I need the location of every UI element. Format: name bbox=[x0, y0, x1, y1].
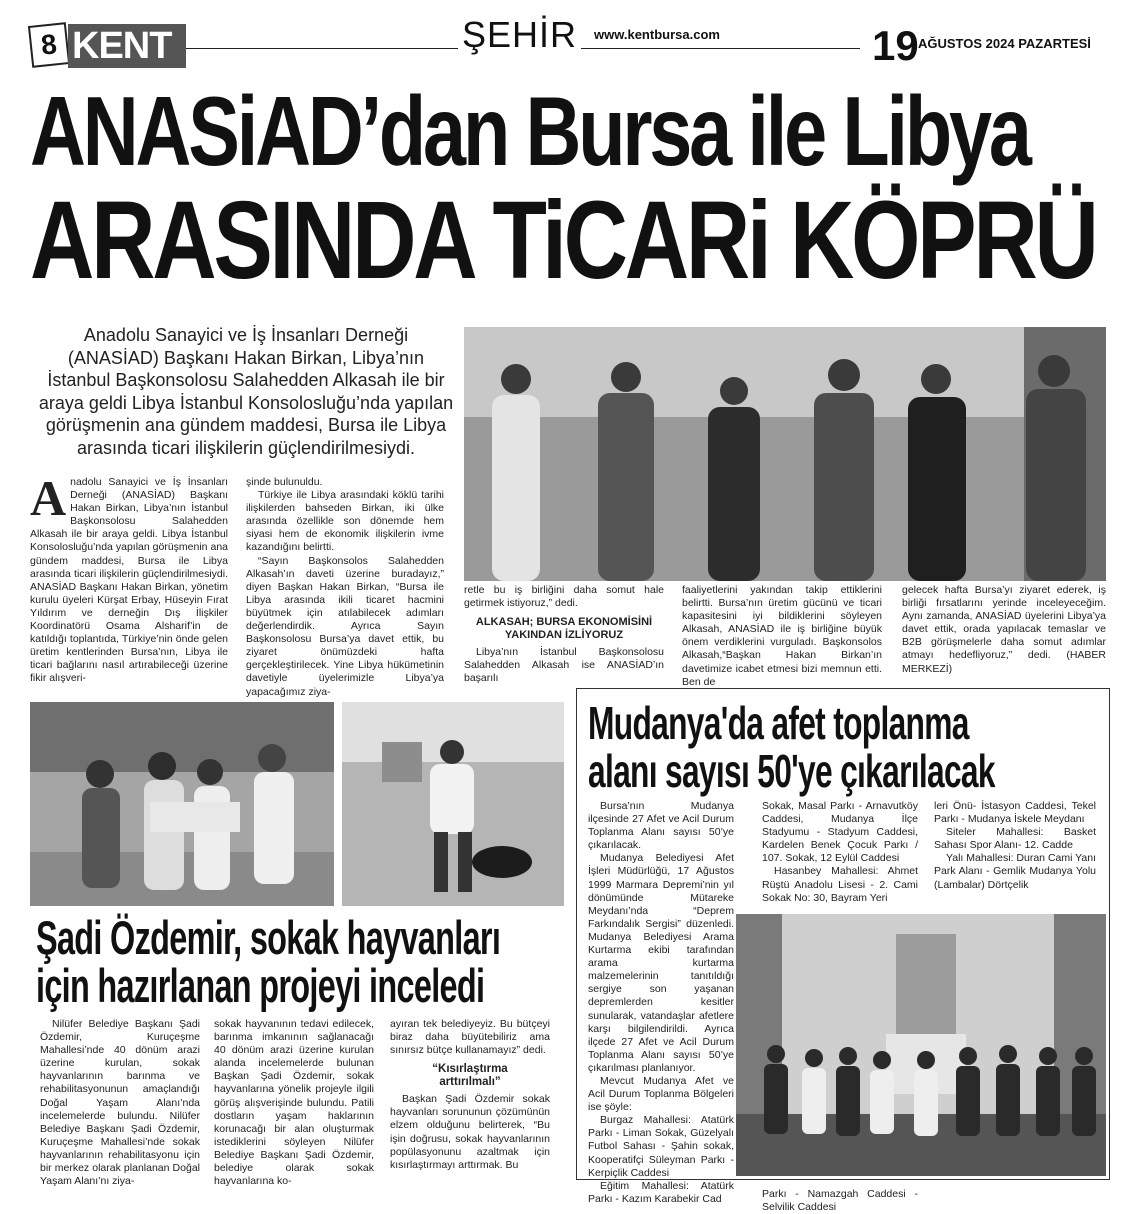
website-link[interactable]: www.kentbursa.com bbox=[594, 27, 720, 42]
team-photo-image bbox=[736, 914, 1106, 1176]
article3-col3: leri Önü- İstasyon Caddesi, Tekel Parkı - Mudanya İskele Meydanı Siteler Mahallesi: Basket Sahası Spor Alanı- 12. Cadde Yalı Mahallesi: Duran Cami Yanı Park Alanı - Gemlik Mudanya Yolu (Lambalar) Dörtçelik bbox=[934, 800, 1096, 891]
article1-headline-line2: ARASINDA TiCARi KÖPRÜ bbox=[30, 179, 1096, 302]
article3-col2: Sokak, Masal Parkı - Arnavutköy Caddesi, Mudanya İlçe Stadyumu - Stadyum Caddesi, Kardelen Benek Çocuk Parkı / 107. Sokak, 12 Eylül Caddesi Hasanbey Mahallesi: Ahmet Rüştü Anadolu Lisesi - 2. Cami Sokak No: 30, Bayram Yeri bbox=[762, 800, 918, 904]
article3-headline-line2: alanı sayısı 50'ye çıkarılacak bbox=[588, 745, 995, 797]
article1-col4: faaliyetlerini yakından takip ettiklerini belirtti. Bursa’nın üretim gücünü ve ticari kapasitesini iyi bildiklerini söyleyen Alkasah, ANASİAD ile iş birliğine büyük önem verdiklerini vurguladı. Başkonsolos Alkasah,“Başkan Hakan Birkan’ın davetimize icabet etmesi bizi memnun etti. Ben de bbox=[682, 584, 882, 688]
dog-photo-image bbox=[342, 702, 564, 906]
article2-headline-line1: Şadi Özdemir, sokak hayvanları bbox=[36, 911, 501, 964]
article2-photo-left bbox=[30, 702, 334, 906]
date-text: AĞUSTOS 2024 PAZARTESİ bbox=[918, 36, 1091, 51]
article1-headline-line1: ANASiAD’dan Bursa ile Libya bbox=[30, 76, 1029, 186]
article1-col3: retle bu iş birliğini daha somut hale getirmek istiyoruz,” dedi. ALKASAH; BURSA EKONOMİSİNİ YAKINDAN İZLİYORUZ Libya’nın İstanbul Başkonsolosu Salahedden Alkasah ise ANASİAD’ın başarılı bbox=[464, 584, 664, 685]
article1-lead: Anadolu Sanayici ve İş İnsanları Derneği (ANASİAD) Başkanı Hakan Birkan, Libya’nın İstanbul Başkonsolosu Salahedden Alkasah ile bir araya geldi Libya İstanbul Konsolosluğu’nda yapılan görüşmenin ana gündem maddesi, Bursa ile Libya arasında ticari ilişkilerin güçlendirilmesiydi. bbox=[38, 325, 454, 458]
article2-headline-line2: için hazırlanan projeyi inceledi bbox=[36, 959, 485, 1012]
article3-bottom-mid: Parkı - Namazgah Caddesi - Selvilik Caddesi bbox=[762, 1188, 918, 1214]
article1-col2: şinde bulunuldu. Türkiye ile Libya arasındaki köklü tarihi ilişkilerden bahseden Birkan, iki ülke arasında özellikle son dönemde hem siyasi hem de ekonomik ilişkilerin ivme kazandığını belirtti. “Sayın Başkonsolos Salahedden Alkasah’ın daveti üzerine buradayız,” diyen Başkan Hakan Birkan, “Bursa ile Libya arasında ikili ticaret hacmini büyütmek için atılabilecek adımları değerlendirdik. Ayrıca Sayın Başkonsolosu Bursa’ya davet ettik, bu ziyaret önümüzdeki hafta gerçekleştirilecek. Yine Libya hükümetinin davetiyle üyelerimizle Libya’ya yapacağımız ziya- bbox=[246, 476, 444, 698]
date-day: 19 bbox=[868, 25, 919, 67]
article2-photo-right bbox=[342, 702, 564, 906]
article2-col1: Nilüfer Belediye Başkanı Şadi Özdemir, Kuruçeşme Mahallesi’nde 40 dönüm arazi üzerine kurulan, sokak hayvanlarının barınma ve rehabilitasyonunun amaçlandığı Doğal Yaşam Alanı’nda incelemelerde bulundu. Nilüfer Belediye Başkanı Şadi Özdemir, Kuruçeşme Mahallesi’nde sokak hayvanlarının rehabilitasyonu için bir merkez olarak planlanan Doğal Yaşam Alanı’nı ziya- bbox=[40, 1018, 200, 1188]
article1-col1: Anadolu Sanayici ve İş İnsanları Derneği (ANASİAD) Başkanı Hakan Birkan, Libya’nın İstanbul Başkonsolosu Salahedden Alkasah ile bir araya geldi. Libya İstanbul Konsolosluğu’nda yapılan görüşmenin ana gündem maddesi, Bursa ile Libya arasında ticari ilişkilerin güçlendirilmesiydi. ANASİAD Başkanı Hakan Birkan, yönetim kurulu üyeleri Kürşat Erbay, Hüseyin Fırat Yıldırım ve derneğin Dış İlişkiler Koordinatörü Osama Alsharif’in de katıldığı toplantıda, Türkiye’nin önde gelen üretim kentlerinden Bursa’nın, Libya ile ticari bağlarını nasıl artırabileceği üzerine fikir alışveri- bbox=[30, 470, 228, 685]
article1-col5: gelecek hafta Bursa’yı ziyaret ederek, iş birliği fırsatlarını yerinde inceleyeceğim. Aynı zamanda, ANASİAD üyelerini Libya’ya davet ettik, orada yapılacak temaslar ve B2B görüşmelerle daha somut adımlar atmayı hedefliyoruz,” dedi. (HABER MERKEZİ) bbox=[902, 584, 1106, 675]
article2-col2: sokak hayvanının tedavi edilecek, barınma imkanının sağlanacağı 40 dönüm arazi üzerine kurulan alanda incelemelerde bulunan Başkan Şadi Özdemir, sokak hayvanlarına yönelik projeyle ilgili görüş alışverişinde bulundu. Patili dostların yaşam haklarının korunacağı bir alan oluşturmak istediklerini söyleyen Nilüfer Belediye Başkanı Şadi Özdemir, belediye olarak sokak hayvanlarına ko- bbox=[214, 1018, 374, 1188]
group-photo-image bbox=[464, 327, 1106, 581]
article3-headline-line1: Mudanya'da afet toplanma bbox=[588, 697, 969, 749]
article2-col3: ayıran tek belediyeyiz. Bu bütçeyi biraz daha büyütebiliriz ama sınırsız bütçe kullanamayız” dedi. “Kısırlaştırma arttırılmalı” Başkan Şadi Özdemir sokak hayvanları sorununun çözümünün elzem olduğunu belirterek, “Bu işin doğrusu, sokak hayvanlarının popülasyonunu azaltmak için kısırlaştırmayı arttırmak. Bu bbox=[390, 1018, 550, 1171]
article1-photo bbox=[464, 327, 1106, 581]
inspection-photo-image bbox=[30, 702, 334, 906]
section-title: ŞEHİR bbox=[458, 14, 581, 56]
newspaper-logo: KENT bbox=[68, 24, 186, 68]
article3-photo bbox=[736, 914, 1106, 1176]
page-number: 8 bbox=[28, 22, 70, 68]
article1-subhead: ALKASAH; BURSA EKONOMİSİNİ YAKINDAN İZLİYORUZ bbox=[475, 616, 653, 642]
article2-subhead: “Kısırlaştırma arttırılmalı” bbox=[432, 1063, 508, 1089]
article3-col1: Bursa’nın Mudanya ilçesinde 27 Afet ve Acil Durum Toplanma Alanı sayısı 50’ye çıkarılacak. Mudanya Belediyesi Afet İşleri Müdürlüğü, 17 Ağustos 1999 Marmara Depremi’nin yıl dönümünde Mütareke Meydanı’nda “Deprem Farkındalık Sergisi” düzenledi. Mudanya Belediyesi Arama Kurtarma ekibi tarafından arama kurtarma malzemelerinin tanıtıldığı sergiye son yaşanan depremlerden kesitler sunularak, vatandaşlar afetlere karşı bilgilendirildi. Ayrıca ilçede 27 Afet ve Acil Durum Toplanma Alanı sayısı 50’ye çıkarılması planlanıyor. Mevcut Mudanya Afet ve Acil Durum Toplanma Bölgeleri ise şöyle: Burgaz Mahallesi: Atatürk Parkı - Liman Sokak, Güzelyalı Futbol Sahası - Şahin sokak, Kooperatifçi Süleyman Parkı - Kerpiçlik Caddesi Eğitim Mahallesi: Atatürk Parkı - Kazım Karabekir Cad bbox=[588, 800, 734, 1205]
